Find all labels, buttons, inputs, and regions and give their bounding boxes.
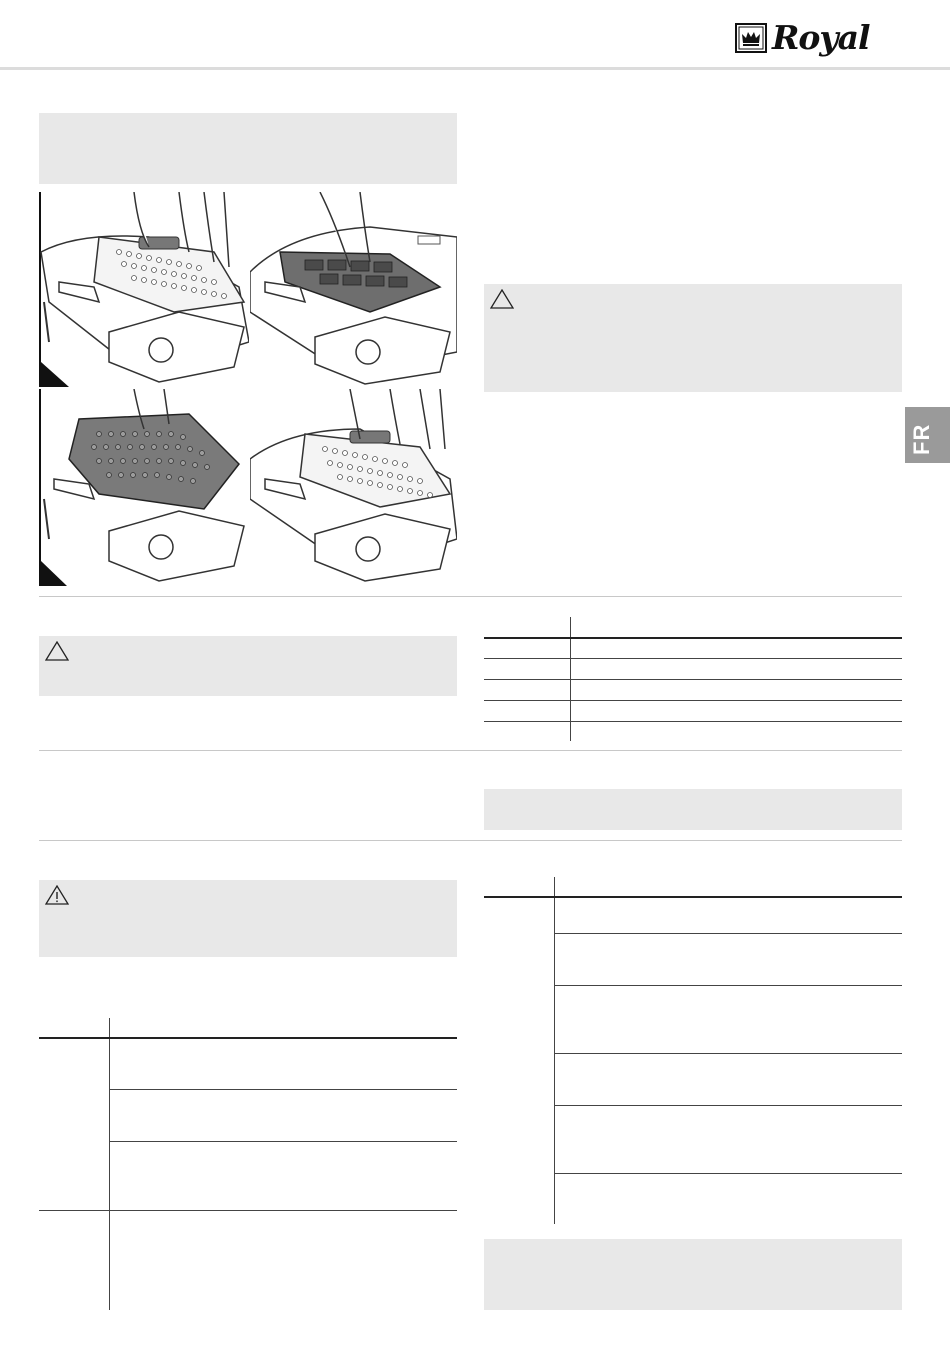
- language-tab-label: FR: [909, 423, 934, 455]
- table-row: [554, 1053, 902, 1054]
- table-row: [554, 1173, 902, 1174]
- table-row: [109, 1089, 457, 1090]
- warning-panel-right: [484, 284, 902, 392]
- table-row: [554, 985, 902, 986]
- warning-panel-left: [39, 636, 457, 696]
- warning-triangle-icon: [490, 289, 514, 309]
- info-panel-bottom: [484, 1239, 902, 1310]
- illustration-step-1: [39, 192, 249, 387]
- info-panel-top: [39, 113, 457, 184]
- section-divider: [39, 840, 902, 841]
- header-rule: [0, 67, 950, 70]
- table-row: [554, 1105, 902, 1106]
- illustration-step-3: [39, 389, 249, 586]
- section-divider: [39, 750, 902, 751]
- table-header-rule: [484, 896, 902, 898]
- info-panel-right: [484, 789, 902, 830]
- table-row: [109, 1141, 457, 1142]
- table-row: [484, 700, 902, 701]
- warning-panel-left-2: [39, 880, 457, 957]
- table-column-divider: [109, 1018, 110, 1310]
- warning-exclamation-icon: [45, 885, 69, 905]
- table-row: [484, 679, 902, 680]
- table-column-divider: [554, 877, 555, 1224]
- table-header-rule: [484, 637, 902, 639]
- table-header-rule: [39, 1037, 457, 1039]
- table-row: [554, 933, 902, 934]
- brand-name: Royal: [772, 18, 870, 57]
- table-row: [39, 1210, 457, 1211]
- table-row: [484, 658, 902, 659]
- section-divider: [39, 596, 902, 597]
- illustration-step-4: [250, 389, 457, 586]
- illustration-step-2: [250, 192, 457, 387]
- crown-icon: [735, 23, 767, 53]
- warning-triangle-icon: [45, 641, 69, 661]
- language-tab: [905, 407, 950, 463]
- table-row: [484, 721, 902, 722]
